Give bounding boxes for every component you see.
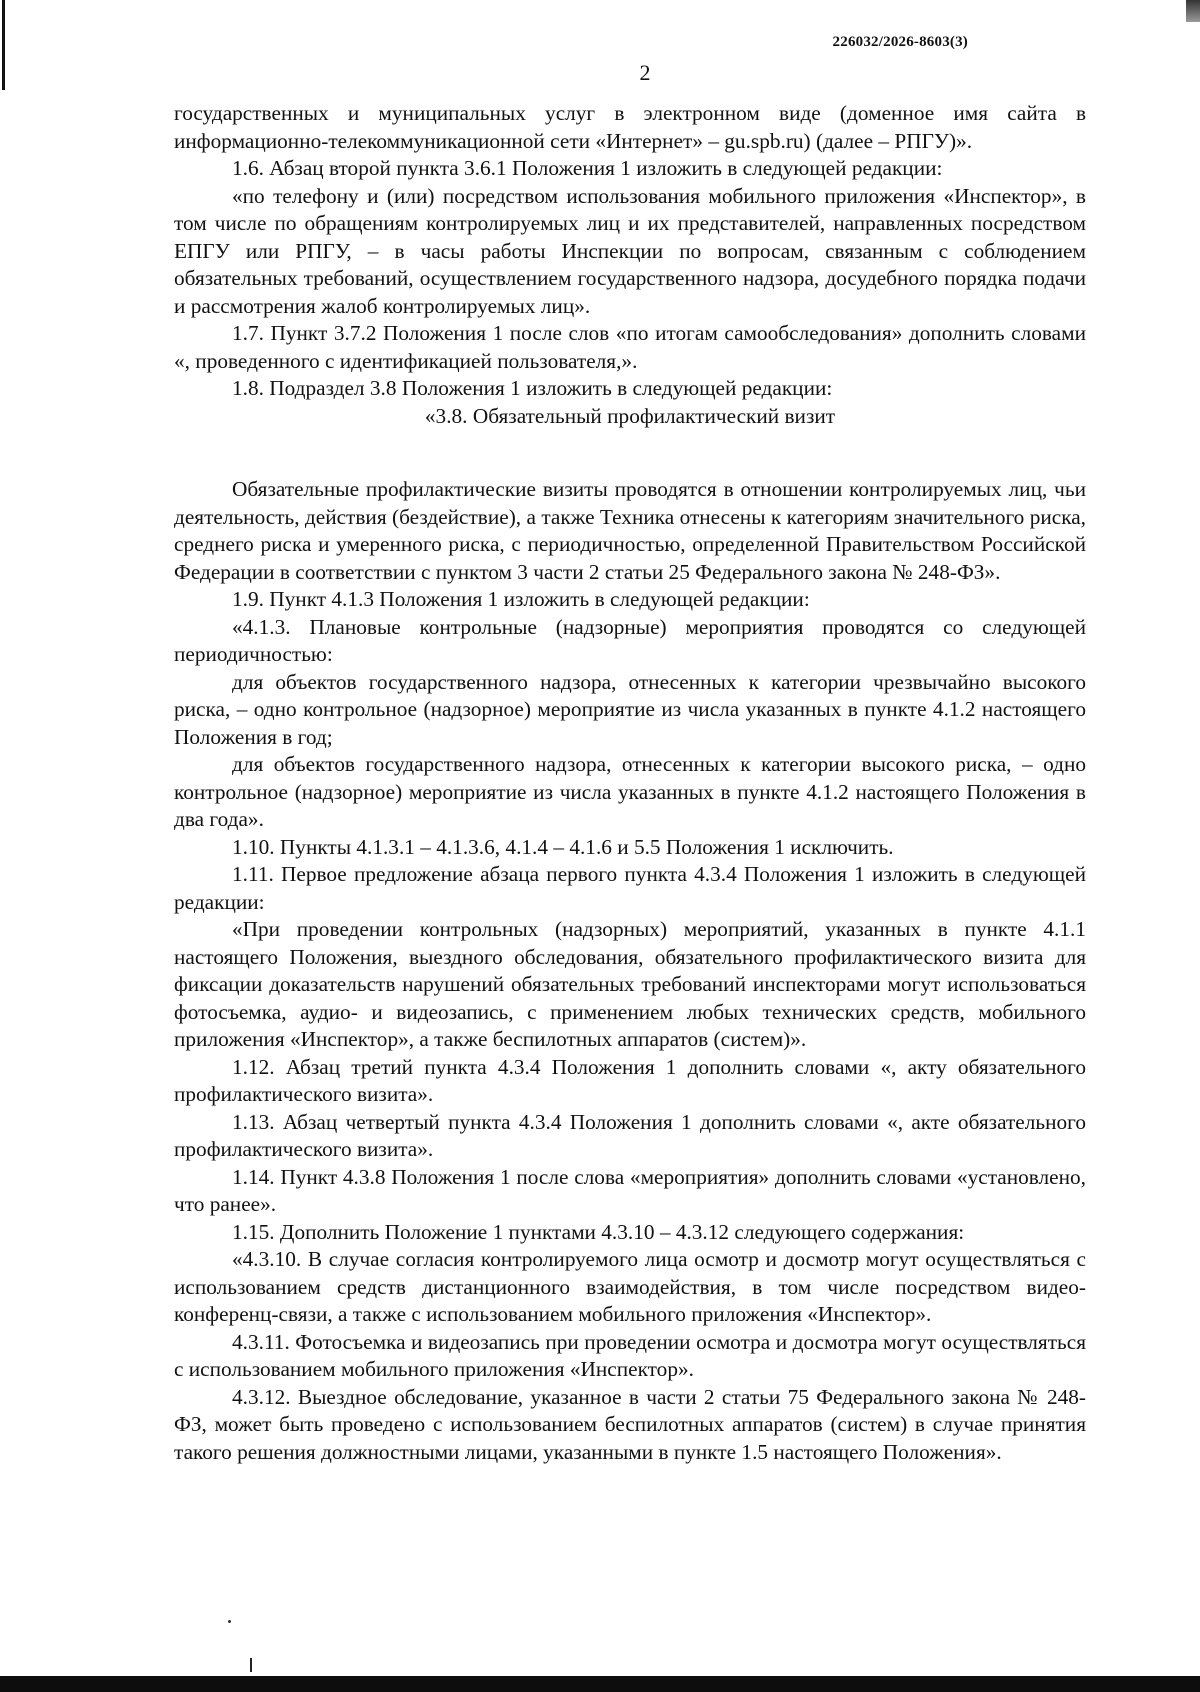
paragraph-4-1-3: «4.1.3. Плановые контрольные (надзорные) мероприятия проводятся со следующей периодичностью: xyxy=(174,614,1086,666)
section-heading-3-8: «3.8. Обязательный профилактический визит xyxy=(424,403,836,428)
paragraph-1-6: 1.6. Абзац второй пункта 3.6.1 Положения 1 изложить в следующей редакции: xyxy=(232,156,943,180)
page-number: 2 xyxy=(639,60,651,85)
scan-speck xyxy=(228,1620,231,1623)
paragraph-4-3-10: «4.3.10. В случае согласия контролируемого лица осмотр и досмотр могут осуществляться с использованием средств дистанционного взаимодействия, в том числе посредством видео-конференц-связи, а также с использованием мобильного приложения «Инспектор». xyxy=(174,1247,1086,1326)
paragraph-1-10: 1.10. Пункты 4.1.3.1 – 4.1.3.6, 4.1.4 – 4.1.6 и 5.5 Положения 1 исключить. xyxy=(232,834,894,859)
paragraph-1-11-quote: «При проведении контрольных (надзорных) мероприятий, указанных в пункте 4.1.1 настоящего Положения, выездного обследования, обязательного профилактического визита для фиксации доказательств нарушений обязательных требований инспекторами могут использоваться фотосъемка, аудио- и видеозапись, с применением любых технических средств, мобильного приложения «Инспектор», а также беспилотных аппаратов (систем)». xyxy=(174,917,1086,1051)
paragraph-1-9: 1.9. Пункт 4.1.3 Положения 1 изложить в следующей редакции: xyxy=(232,587,810,611)
paragraph-3-8-body: Обязательные профилактические визиты проводятся в отношении контролируемых лиц, чьи деятельность, действия (бездействие), а также Техника отнесены к категориям значительного риска, среднего риска и умеренного риска, с периодичностью, определенной Правительством Российской Федерации в соответствии с пунктом 3 части 2 статьи 25 Федерального закона № 248-ФЗ». xyxy=(174,477,1086,584)
document-number: 226032/2026-8603(3) xyxy=(832,34,968,50)
document-body xyxy=(174,100,1086,1466)
paragraph-1-12: 1.12. Абзац третий пункта 4.3.4 Положения 1 дополнить словами «, акту обязательного профилактического визита». xyxy=(174,1054,1086,1106)
paragraph-1-11: 1.11. Первое предложение абзаца первого пункта 4.3.4 Положения 1 изложить в следующей редакции: xyxy=(174,862,1086,914)
paragraph-1-6-quote: «по телефону и (или) посредством использования мобильного приложения «Инспектор», в том числе по обращениям контролируемых лиц и их представителей, направленных посредством ЕПГУ или РПГУ, – в часы работы Инспекции по вопросам, связанным с соблюдением обязательных требований, осуществлением государственного надзора, досудебного порядка подачи и рассмотрения жалоб контролируемых лиц». xyxy=(174,183,1086,318)
paragraph-4-1-3-extreme-risk: для объектов государственного надзора, отнесенных к категории чрезвычайно высокого риска, – одно контрольное (надзорное) мероприятие из числа указанных в пункте 4.1.2 настоящего Положения в год; xyxy=(174,669,1086,749)
paragraph-1-15: 1.15. Дополнить Положение 1 пунктами 4.3.10 – 4.3.12 следующего содержания: xyxy=(232,1219,965,1244)
paragraph-4-1-3-high-risk: для объектов государственного надзора, отнесенных к категории высокого риска, – одно контрольное (надзорное) мероприятие из числа указанных в пункте 4.1.2 настоящего Положения в два года». xyxy=(174,752,1086,831)
scan-edge-right xyxy=(1186,0,1200,22)
paragraph-continuation: государственных и муниципальных услуг в электронном виде (доменное имя сайта в информационно-телекоммуникационной сети «Интернет» – gu.spb.ru) (далее – РПГУ)». xyxy=(174,101,1086,153)
paragraph-1-14: 1.14. Пункт 4.3.8 Положения 1 после слова «мероприятия» дополнить словами «установлено, что ранее». xyxy=(174,1164,1086,1216)
paragraph-1-13: 1.13. Абзац четвертый пункта 4.3.4 Положения 1 дополнить словами «, акте обязательного профилактического визита». xyxy=(174,1109,1086,1161)
scan-edge-bottom xyxy=(0,1676,1200,1692)
paragraph-4-3-11: 4.3.11. Фотосъемка и видеозапись при проведении осмотра и досмотра могут осуществляться с использованием мобильного приложения «Инспектор». xyxy=(174,1329,1086,1381)
scan-mark xyxy=(250,1658,252,1672)
paragraph-1-8: 1.8. Подраздел 3.8 Положения 1 изложить в следующей редакции: xyxy=(232,376,833,400)
paragraph-4-3-12: 4.3.12. Выездное обследование, указанное в части 2 статьи 75 Федерального закона № 248-ФЗ, может быть проведено с использованием беспилотных аппаратов (систем) в случае принятия такого решения должностными лицами, указанными в пункте 1.5 настоящего Положения». xyxy=(174,1384,1086,1464)
paragraph-1-7: 1.7. Пункт 3.7.2 Положения 1 после слов «по итогам самообследования» дополнить словами «, проведенного с идентификацией пользователя,». xyxy=(174,321,1086,373)
